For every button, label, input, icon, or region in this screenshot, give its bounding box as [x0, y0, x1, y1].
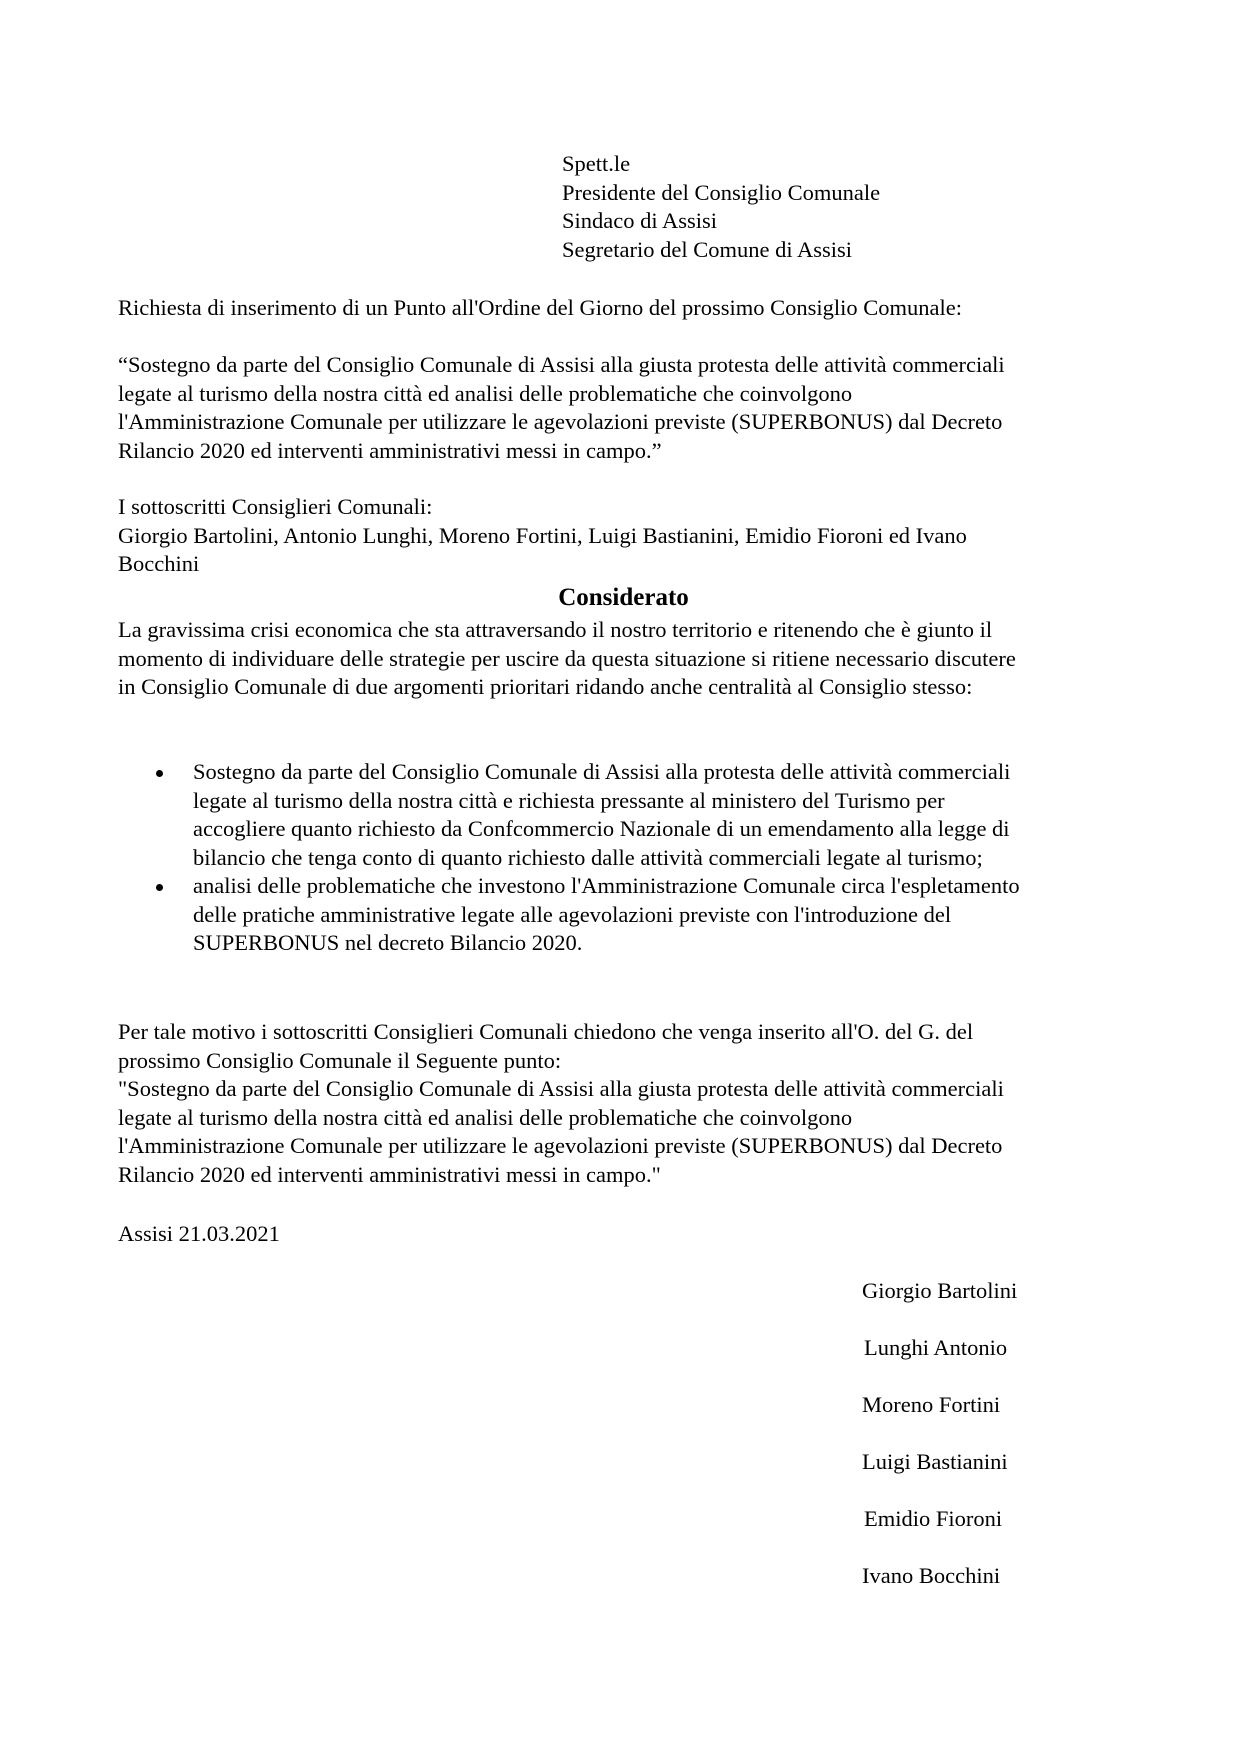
signature-name: Luigi Bastianini	[862, 1449, 1008, 1474]
bullet-line: accogliere quanto richiesto da Confcommercio Nazionale di un emendamento alla legge di	[193, 816, 1010, 841]
signers-intro-line: Giorgio Bartolini, Antonio Lunghi, Moreno Fortini, Luigi Bastianini, Emidio Fioroni ed Ivano	[118, 522, 967, 548]
considered-paragraph	[118, 616, 1016, 702]
quote-line: Rilancio 2020 ed interventi amministrativi messi in campo.”	[118, 437, 662, 463]
addressee-block	[562, 150, 880, 264]
bullet-line: Sostegno da parte del Consiglio Comunale di Assisi alla protesta delle attività commerciali	[193, 759, 1011, 784]
closing-line: legate al turismo della nostra città ed analisi delle problematiche che coinvolgono	[118, 1104, 853, 1130]
considered-line: La gravissima crisi economica che sta attraversando il nostro territorio e ritenendo che è giunto il	[118, 617, 993, 642]
quote-line: “Sostegno da parte del Consiglio Comunale di Assisi alla giusta protesta delle attività commerciali	[118, 352, 1005, 377]
quote-line: l'Amministrazione Comunale per utilizzare le agevolazioni previste (SUPERBONUS) dal Decreto	[118, 409, 1003, 434]
signature-name: Emidio Fioroni	[864, 1506, 1003, 1531]
request-line: Richiesta di inserimento di un Punto all'Ordine del Giorno del prossimo Consiglio Comunale:	[118, 295, 962, 320]
bullet-icon	[156, 884, 163, 891]
quote-line: legate al turismo della nostra città ed analisi delle problematiche che coinvolgono	[118, 380, 853, 406]
considered-line: in Consiglio Comunale di due argomenti prioritari ridando anche centralità al Consiglio stesso:	[118, 674, 973, 699]
closing-line: prossimo Consiglio Comunale il Seguente punto:	[118, 1047, 562, 1073]
section-heading	[0, 583, 1241, 613]
closing-paragraph	[118, 1018, 1004, 1189]
bullet-list	[118, 758, 1020, 958]
quoted-point	[118, 351, 1005, 465]
bullet-line: analisi delle problematiche che investono l'Amministrazione Comunale circa l'espletamento	[193, 873, 1020, 898]
considered-line: momento di individuare delle strategie per uscire da questa situazione si ritiene necessario discutere	[118, 645, 1016, 671]
signers-intro	[118, 493, 967, 579]
date-line: Assisi 21.03.2021	[118, 1221, 280, 1246]
addressee-line: Spett.le	[562, 151, 631, 176]
bullet-line: SUPERBONUS nel decreto Bilancio 2020.	[193, 930, 583, 955]
bullet-line: legate al turismo della nostra città e richiesta pressante al ministero del Turismo per	[193, 787, 945, 813]
addressee-line: Sindaco di Assisi	[562, 208, 718, 233]
closing-line: l'Amministrazione Comunale per utilizzare le agevolazioni previste (SUPERBONUS) dal Decreto	[118, 1133, 1003, 1158]
heading-text: Considerato	[558, 584, 689, 611]
bullet-line: delle pratiche amministrative legate alle agevolazioni previste con l'introduzione del	[193, 901, 952, 927]
closing-line: "Sostegno da parte del Consiglio Comunale di Assisi alla giusta protesta delle attività commerciali	[118, 1076, 1004, 1101]
signers-intro-line: I sottoscritti Consiglieri Comunali:	[118, 494, 433, 519]
bullet-item	[118, 872, 1020, 958]
closing-line: Rilancio 2020 ed interventi amministrativi messi in campo."	[118, 1161, 661, 1187]
signers-intro-line: Bocchini	[118, 551, 200, 576]
signature-name: Moreno Fortini	[862, 1392, 1001, 1417]
addressee-line: Presidente del Consiglio Comunale	[562, 179, 881, 205]
bullet-icon	[156, 770, 163, 777]
closing-line: Per tale motivo i sottoscritti Consiglieri Comunali chiedono che venga inserito all'O. del G. del	[118, 1019, 974, 1044]
bullet-line: bilancio che tenga conto di quanto richiesto dalle attività commerciali legate al turismo;	[193, 844, 983, 870]
bullet-item	[118, 758, 1020, 872]
signature-name: Lunghi Antonio	[864, 1335, 1008, 1360]
addressee-line: Segretario del Comune di Assisi	[562, 236, 852, 262]
signature-name: Giorgio Bartolini	[862, 1278, 1018, 1303]
signature-name: Ivano Bocchini	[862, 1563, 1001, 1588]
